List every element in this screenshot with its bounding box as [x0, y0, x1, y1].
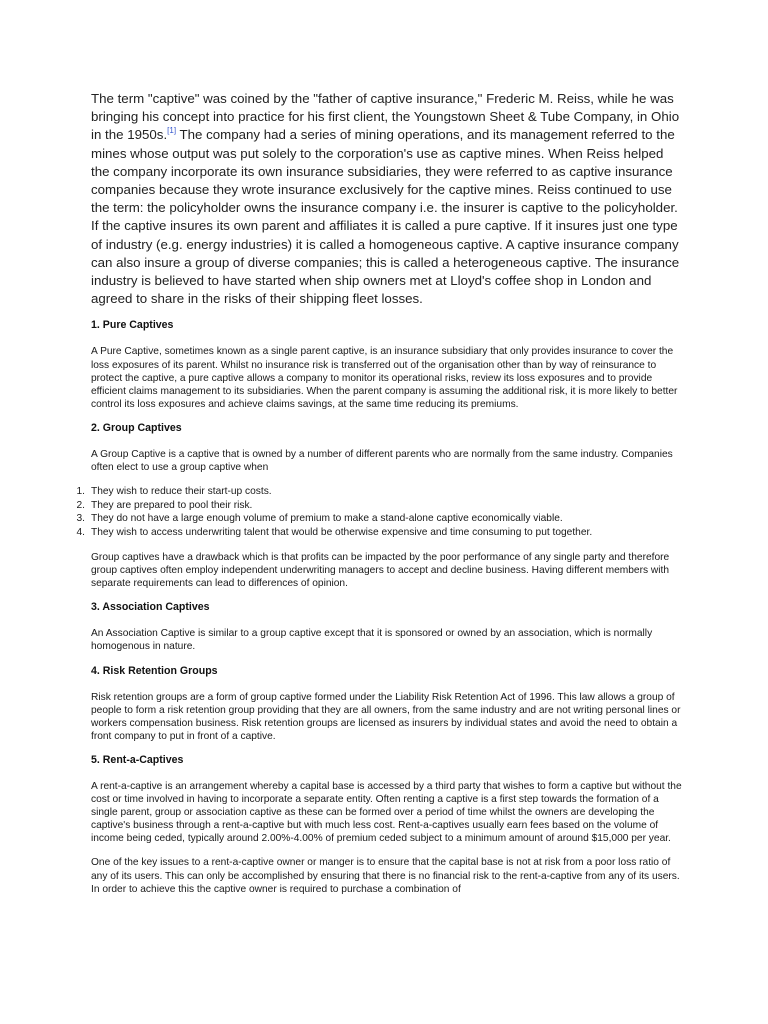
intro-text-continued: The company had a series of mining operations, and its management referred to the mines whose output was put solely to the corporation's use as captive mines. When Reiss helped the company incorporate its own insurance subsidiaries, they were referred to as captive insurance companies because they wrote insurance exclusively for the captive mines. Reiss continued to use the term: the policyholder owns the insurance company i.e. the insurer is captive to the policyholder. If the captive insures its own parent and affiliates it is called a pure captive. If it insures just one type of industry (e.g. energy industries) it is called a homogeneous captive. A captive insurance company can also insure a group of diverse companies; this is called a heterogeneous captive. The insurance industry is believed to have started when ship owners met at Lloyd's coffee shop in London and agreed to share in the risks of their shipping fleet losses. [91, 127, 680, 307]
group-captives-drawback-paragraph: Group captives have a drawback which is that profits can be impacted by the poor performance of any single party and therefore group captives often employ independent underwriting managers to accept and decline business. Having different members with separate requirements can lead to differences of opinion. [91, 552, 670, 590]
list-item-text: They wish to reduce their start-up costs. [91, 486, 272, 498]
rent-a-captives-paragraph: A rent-a-captive is an arrangement whereby a capital base is accessed by a third party that wishes to form a captive but without the cost or time involved in having to incorporate a separate entity. Often renting a captive is a first step towards the formation of a single parent, group or association captive as these can be formed over a period of time whilst the owners are developing the captive's business through a rent-a-captive but with much less cost. Rent-a-captives usually earn fees based on the volume of income being ceded, typically around 2.00%-4.00% of premium ceded subject to a minimum amount of around $15,000 per year. [91, 780, 682, 845]
heading-group-captives: 2. Group Captives [91, 421, 182, 434]
pure-captives-paragraph: A Pure Captive, sometimes known as a single parent captive, is an insurance subsidiary that only provides insurance to cover the loss exposures of its parent. Whilst no insurance risk is transferred out of the organisation other than by way of reinsurance to protect the captive, a pure captive allows a company to monitor its operational risks, review its loss exposures and to provide efficient claims management to its subsidiaries. When the parent company is assuming the additional risk, it is more likely to better control its loss exposures and achieve claims savings, at the same time reducing its premiums. [91, 346, 678, 410]
association-captives-paragraph: An Association Captive is similar to a group captive except that it is sponsored or owned by an association, which is normally homogenous in nature. [91, 628, 653, 653]
list-item [76, 526, 683, 540]
rent-a-captives-paragraph-2: One of the key issues to a rent-a-captive owner or manger is to ensure that the capital base is not at risk from a poor loss ratio of any of its users. This can only be accomplished by ensuring that there is no financial risk to the rent-a-captive from any of its users. In order to achieve this the captive owner is required to purchase a combination of [91, 857, 680, 895]
heading-association-captives: 3. Association Captives [91, 601, 210, 614]
heading-rent-a-captives: 5. Rent-a-Captives [91, 753, 184, 766]
document-page [76, 90, 683, 907]
list-number: 2. [76, 499, 85, 511]
reference-link[interactable]: [1] [167, 126, 177, 136]
intro-text: The term "captive" was coined by the "father of captive insurance," Frederic M. Reiss, while he was bringing his concept into practice for his first client, the Youngstown Sheet & Tube Company, in Ohio in the 1950s. [91, 91, 680, 143]
heading-pure-captives: 1. Pure Captives [91, 319, 174, 332]
list-item-text: They do not have a large enough volume of premium to make a stand-alone captive economically viable. [91, 513, 563, 525]
list-item [76, 512, 683, 526]
list-item [76, 485, 683, 499]
intro-paragraph [91, 90, 683, 308]
list-number: 3. [76, 513, 85, 525]
group-captives-paragraph: A Group Captive is a captive that is owned by a number of different parents who are normally from the same industry. Companies often elect to use a group captive when [91, 448, 673, 473]
list-number: 1. [76, 486, 85, 498]
list-item [76, 499, 683, 513]
list-number: 4. [76, 526, 85, 538]
heading-risk-retention-groups: 4. Risk Retention Groups [91, 664, 218, 677]
group-captives-reasons-list [0, 485, 683, 539]
list-item-text: They are prepared to pool their risk. [91, 499, 253, 511]
list-item-text: They wish to access underwriting talent that would be otherwise expensive and time consuming to put together. [91, 526, 593, 538]
risk-retention-groups-paragraph: Risk retention groups are a form of group captive formed under the Liability Risk Retention Act of 1996. This law allows a group of people to form a risk retention group providing that they are all owners, from the same industry and are not writing personal lines or workers compensation business. Risk retention groups are licensed as insurers by individual states and avoid the need to obtain a front company to put in front of a captive. [91, 691, 681, 742]
